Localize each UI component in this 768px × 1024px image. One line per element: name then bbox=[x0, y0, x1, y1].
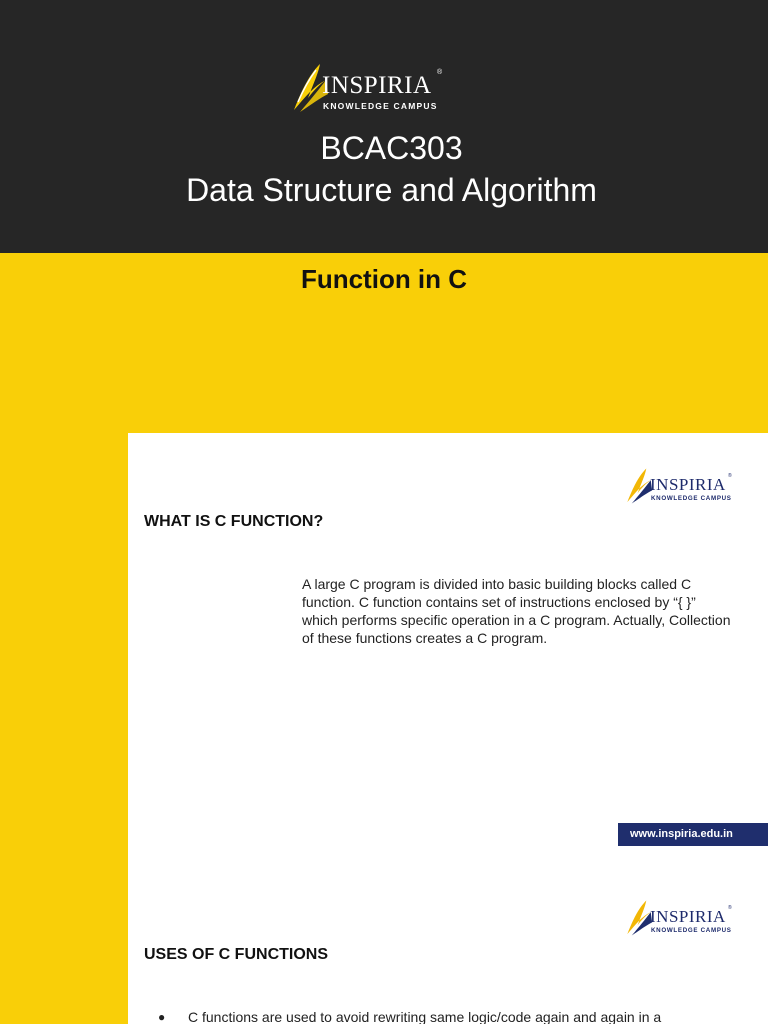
registered-mark: ® bbox=[437, 69, 443, 76]
inspiria-logo bbox=[624, 899, 744, 939]
title-header bbox=[0, 0, 768, 253]
logo-wordmark: INSPIRIA bbox=[650, 475, 726, 494]
topic-title: Function in C bbox=[300, 264, 468, 294]
course-title: Data Structure and Algorithm bbox=[186, 172, 597, 208]
logo-wordmark: INSPIRIA bbox=[322, 72, 432, 99]
logo-wordmark: INSPIRIA bbox=[650, 907, 726, 926]
list-item bbox=[148, 1008, 748, 1024]
section-heading: USES OF C FUNCTIONS bbox=[144, 946, 329, 963]
inspiria-logo bbox=[290, 62, 450, 117]
registered-mark: ® bbox=[728, 905, 732, 911]
bullet-list bbox=[148, 1008, 748, 1024]
section-heading: WHAT IS C FUNCTION? bbox=[144, 513, 324, 530]
logo-tagline: KNOWLEDGE CAMPUS bbox=[323, 101, 438, 111]
course-code: BCAC303 bbox=[320, 130, 463, 166]
logo-tagline: KNOWLEDGE CAMPUS bbox=[651, 927, 732, 934]
logo-tagline: KNOWLEDGE CAMPUS bbox=[651, 495, 732, 502]
content-slide bbox=[128, 433, 768, 1024]
bullet-icon: ● bbox=[158, 1010, 166, 1024]
registered-mark: ® bbox=[728, 473, 732, 479]
list-item-text: C functions are used to avoid rewriting same logic/code again and again in a bbox=[188, 1009, 662, 1024]
website-link[interactable]: www.inspiria.edu.in bbox=[618, 823, 768, 846]
section-body: A large C program is divided into basic building blocks called C function. C function contains set of instructions enclosed by “{ }” which performs specific operation in a C program. Actually, Collection of these functions creates a C program. bbox=[302, 576, 731, 646]
inspiria-logo bbox=[624, 467, 744, 507]
